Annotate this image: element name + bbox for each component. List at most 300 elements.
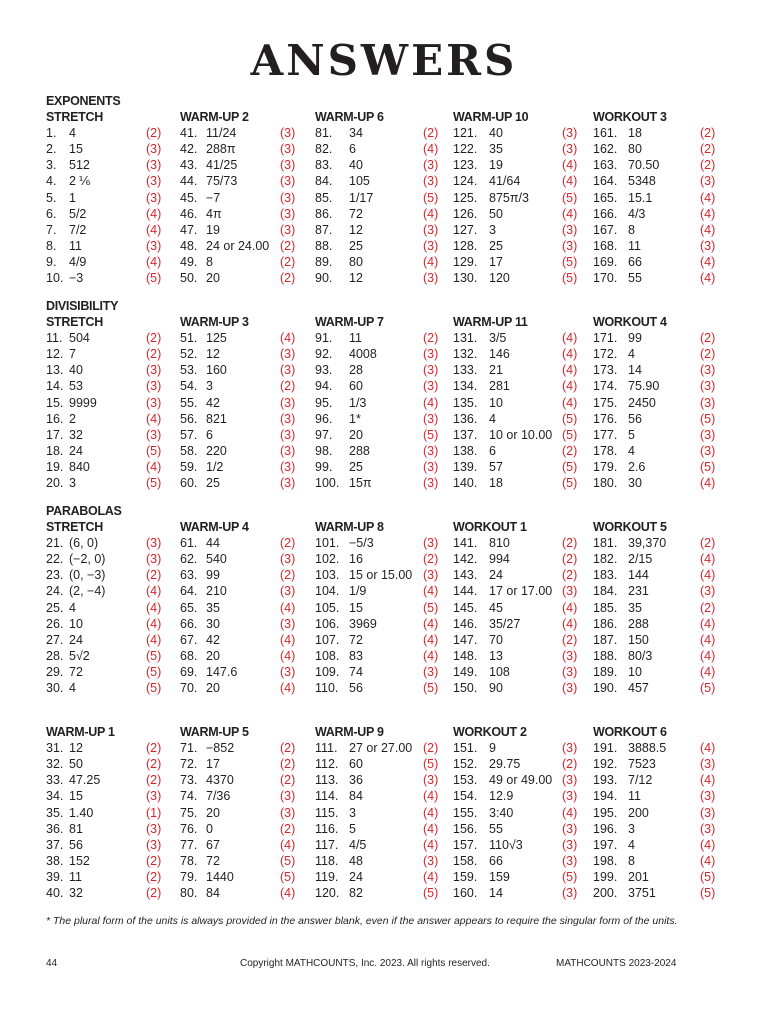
answer-value: 15 or 15.00: [349, 568, 413, 583]
answer-value: 4370: [206, 773, 234, 788]
difficulty-rating: (5): [700, 870, 716, 885]
problem-number: 36.: [46, 821, 64, 836]
answer-list: [180, 330, 320, 491]
difficulty-rating: (4): [423, 206, 439, 221]
difficulty-rating: (3): [700, 363, 716, 378]
problem-number: 160.: [453, 886, 478, 901]
problem-number: 145.: [453, 600, 478, 615]
answer-section: [315, 709, 455, 901]
answer-value: 15: [349, 600, 363, 615]
answer-value: 84: [349, 789, 363, 804]
difficulty-rating: (3): [423, 853, 439, 868]
answer-row: [453, 222, 593, 238]
section-header: [315, 709, 455, 740]
difficulty-rating: (5): [562, 460, 578, 475]
answer-value: 5/2: [69, 206, 87, 221]
answer-value: −852: [206, 741, 235, 755]
section-title: WARM-UP 4: [180, 520, 249, 534]
section-title: WARM-UP 3: [180, 315, 249, 329]
problem-number: 52.: [180, 347, 198, 362]
difficulty-rating: (2): [146, 870, 162, 885]
difficulty-rating: (3): [423, 460, 439, 475]
answer-row: [180, 141, 320, 157]
section-title: STRETCH: [46, 110, 103, 124]
answer-row: [315, 648, 455, 664]
difficulty-rating: (4): [423, 870, 439, 885]
answer-row: [315, 885, 455, 901]
section-header: [315, 94, 455, 125]
problem-number: 57.: [180, 427, 198, 442]
answer-row: [315, 616, 455, 632]
difficulty-rating: (3): [280, 222, 296, 237]
answer-row: [180, 427, 320, 443]
answer-value: 25: [349, 460, 363, 475]
difficulty-rating: (4): [562, 616, 578, 631]
answer-value: 35/27: [489, 616, 521, 631]
answer-row: [453, 475, 593, 491]
answer-row: [46, 853, 186, 869]
answer-row: [453, 125, 593, 141]
problem-number: 56.: [180, 411, 198, 426]
answer-value: 60: [349, 757, 363, 772]
answer-row: [593, 551, 733, 567]
answer-value: 44: [206, 536, 220, 550]
problem-number: 66.: [180, 616, 198, 631]
problem-number: 68.: [180, 648, 198, 663]
difficulty-rating: (3): [562, 142, 578, 157]
problem-number: 107.: [315, 632, 340, 647]
answer-row: [593, 330, 733, 346]
difficulty-rating: (5): [562, 255, 578, 270]
answer-list: [180, 535, 320, 696]
problem-number: 72.: [180, 757, 198, 772]
difficulty-rating: (3): [700, 757, 716, 772]
answer-row: [180, 238, 320, 254]
problem-number: 24.: [46, 584, 64, 599]
problem-number: 191.: [593, 741, 618, 755]
copyright-notice: Copyright MATHCOUNTS, Inc. 2023. All rights reserved.: [240, 958, 490, 969]
answer-row: [593, 254, 733, 270]
answer-value: 457: [628, 681, 649, 696]
answer-row: [46, 567, 186, 583]
difficulty-rating: (5): [146, 681, 162, 696]
difficulty-rating: (4): [280, 837, 296, 852]
answer-row: [46, 141, 186, 157]
difficulty-rating: (4): [562, 158, 578, 173]
difficulty-rating: (3): [146, 158, 162, 173]
problem-number: 35.: [46, 805, 64, 820]
answer-value: −7: [206, 190, 221, 205]
difficulty-rating: (2): [146, 886, 162, 901]
answer-row: [453, 427, 593, 443]
difficulty-rating: (4): [700, 632, 716, 647]
difficulty-rating: (5): [562, 411, 578, 426]
answer-row: [315, 567, 455, 583]
problem-number: 147.: [453, 632, 478, 647]
answer-row: [315, 664, 455, 680]
difficulty-rating: (5): [562, 271, 578, 286]
answer-value: 4008: [349, 347, 377, 362]
difficulty-rating: (4): [423, 616, 439, 631]
difficulty-rating: (3): [280, 190, 296, 205]
answer-row: [180, 443, 320, 459]
answer-row: [180, 632, 320, 648]
answer-row: [453, 600, 593, 616]
problem-number: 75.: [180, 805, 198, 820]
answer-section: [180, 299, 320, 491]
answer-value: 41/64: [489, 174, 521, 189]
difficulty-rating: (2): [562, 443, 578, 458]
answer-row: [453, 443, 593, 459]
answer-row: [453, 330, 593, 346]
difficulty-rating: (3): [280, 126, 296, 140]
problem-number: 73.: [180, 773, 198, 788]
answer-row: [46, 837, 186, 853]
answer-row: [315, 772, 455, 788]
problem-number: 199.: [593, 870, 618, 885]
section-title: STRETCH: [46, 520, 103, 534]
answer-row: [315, 238, 455, 254]
answer-value: 875π/3: [489, 190, 529, 205]
section-header: [593, 94, 733, 125]
difficulty-rating: (5): [146, 665, 162, 680]
answer-row: [46, 772, 186, 788]
answer-row: [46, 395, 186, 411]
answer-row: [46, 238, 186, 254]
answer-row: [315, 740, 455, 756]
answer-value: 56: [349, 681, 363, 696]
problem-number: 58.: [180, 443, 198, 458]
answer-list: [315, 330, 455, 491]
answer-value: 21: [489, 363, 503, 378]
answer-value: 40: [489, 126, 503, 140]
answer-section: [46, 299, 186, 491]
difficulty-rating: (4): [562, 600, 578, 615]
answer-list: [593, 535, 733, 696]
answer-row: [593, 141, 733, 157]
problem-number: 185.: [593, 600, 618, 615]
answer-row: [180, 616, 320, 632]
difficulty-rating: (3): [700, 443, 716, 458]
difficulty-rating: (3): [562, 648, 578, 663]
answer-row: [180, 551, 320, 567]
answer-value: 60: [349, 379, 363, 394]
answer-value: 83: [349, 648, 363, 663]
answer-value: 6: [489, 443, 496, 458]
answer-value: 99: [206, 568, 220, 583]
difficulty-rating: (3): [423, 773, 439, 788]
answer-value: 2450: [628, 395, 656, 410]
problem-number: 87.: [315, 222, 333, 237]
problem-number: 188.: [593, 648, 618, 663]
problem-number: 164.: [593, 174, 618, 189]
answer-row: [46, 459, 186, 475]
answer-row: [180, 600, 320, 616]
answer-value: 80/3: [628, 648, 653, 663]
section-title: WARM-UP 6: [315, 110, 384, 124]
answer-value: 4: [69, 681, 76, 696]
problem-number: 104.: [315, 584, 340, 599]
problem-number: 189.: [593, 665, 618, 680]
problem-number: 91.: [315, 331, 333, 345]
answer-row: [453, 648, 593, 664]
problem-number: 100.: [315, 476, 340, 491]
problem-number: 25.: [46, 600, 64, 615]
problem-number: 74.: [180, 789, 198, 804]
answer-row: [453, 395, 593, 411]
problem-number: 78.: [180, 853, 198, 868]
problem-number: 110.: [315, 681, 339, 696]
problem-number: 156.: [453, 821, 478, 836]
difficulty-rating: (4): [423, 584, 439, 599]
difficulty-rating: (3): [423, 568, 439, 583]
answer-value: 4: [628, 837, 635, 852]
answer-value: 1/9: [349, 584, 367, 599]
answer-row: [453, 664, 593, 680]
answer-section: [593, 709, 733, 901]
answer-value: 35: [489, 142, 503, 157]
answer-row: [180, 190, 320, 206]
problem-number: 62.: [180, 552, 198, 567]
answer-row: [46, 600, 186, 616]
answer-row: [180, 756, 320, 772]
problem-number: 108.: [315, 648, 340, 663]
section-header: [593, 299, 733, 330]
answer-row: [315, 535, 455, 551]
difficulty-rating: (3): [146, 837, 162, 852]
answer-value: 8: [628, 853, 635, 868]
answer-value: 150: [628, 632, 649, 647]
answer-section: [453, 299, 593, 491]
problem-number: 163.: [593, 158, 618, 173]
problem-number: 49.: [180, 255, 198, 270]
answer-row: [453, 772, 593, 788]
difficulty-rating: (4): [700, 255, 716, 270]
problem-number: 144.: [453, 584, 478, 599]
answer-value: 32: [69, 886, 83, 901]
answer-value: 20: [206, 805, 220, 820]
answer-row: [593, 583, 733, 599]
answer-row: [453, 740, 593, 756]
problem-number: 95.: [315, 395, 333, 410]
answer-value: 24: [489, 568, 503, 583]
problem-number: 182.: [593, 552, 618, 567]
difficulty-rating: (5): [423, 190, 439, 205]
answer-row: [315, 190, 455, 206]
problem-number: 125.: [453, 190, 478, 205]
difficulty-rating: (3): [423, 222, 439, 237]
problem-number: 42.: [180, 142, 198, 157]
problem-number: 39.: [46, 870, 64, 885]
answer-list: [453, 330, 593, 491]
answer-value: 39,370: [628, 536, 667, 550]
answer-row: [453, 583, 593, 599]
difficulty-rating: (2): [700, 158, 716, 173]
answer-row: [453, 411, 593, 427]
difficulty-rating: (4): [280, 331, 296, 345]
answer-row: [315, 805, 455, 821]
problem-number: 132.: [453, 347, 478, 362]
difficulty-rating: (2): [700, 347, 716, 362]
difficulty-rating: (3): [700, 238, 716, 253]
answer-value: 110√3: [489, 837, 523, 852]
answer-section: [315, 504, 455, 696]
answer-row: [593, 206, 733, 222]
answer-value: 12: [349, 271, 363, 286]
answer-row: [453, 567, 593, 583]
answer-value: 152: [69, 853, 90, 868]
answer-row: [46, 885, 186, 901]
answer-value: 20: [206, 681, 220, 696]
difficulty-rating: (3): [146, 821, 162, 836]
answer-row: [315, 788, 455, 804]
problem-number: 124.: [453, 174, 478, 189]
answer-value: 66: [489, 853, 503, 868]
answer-row: [180, 270, 320, 286]
difficulty-rating: (3): [280, 789, 296, 804]
answer-row: [593, 190, 733, 206]
answer-row: [180, 648, 320, 664]
answer-value: 56: [628, 411, 642, 426]
difficulty-rating: (3): [423, 476, 439, 491]
answer-value: 35: [628, 600, 642, 615]
answer-value: 25: [206, 476, 220, 491]
problem-number: 151.: [453, 741, 478, 755]
difficulty-rating: (4): [280, 681, 296, 696]
answer-value: 42: [206, 395, 220, 410]
problem-number: 96.: [315, 411, 333, 426]
answer-list: [453, 740, 593, 901]
problem-number: 26.: [46, 616, 64, 631]
answer-row: [315, 427, 455, 443]
answer-row: [593, 346, 733, 362]
answer-value: 57: [489, 460, 503, 475]
difficulty-rating: (5): [146, 648, 162, 663]
answer-row: [46, 443, 186, 459]
problem-number: 131.: [453, 331, 478, 345]
section-header: [453, 94, 593, 125]
answer-list: [180, 740, 320, 901]
problem-number: 20.: [46, 476, 64, 491]
answer-value: 75.90: [628, 379, 660, 394]
section-header: [453, 299, 593, 330]
difficulty-rating: (4): [700, 271, 716, 286]
answer-value: 19: [206, 222, 220, 237]
difficulty-rating: (4): [146, 584, 162, 599]
difficulty-rating: (2): [146, 741, 162, 755]
problem-number: 6.: [46, 206, 57, 221]
difficulty-rating: (5): [280, 853, 296, 868]
answer-value: 8: [206, 255, 213, 270]
problem-number: 99.: [315, 460, 333, 475]
difficulty-rating: (4): [280, 648, 296, 663]
answer-row: [453, 788, 593, 804]
difficulty-rating: (4): [700, 837, 716, 852]
difficulty-rating: (4): [146, 460, 162, 475]
answer-value: 19: [489, 158, 503, 173]
answer-row: [46, 616, 186, 632]
difficulty-rating: (3): [562, 741, 578, 755]
answer-value: 540: [206, 552, 227, 567]
difficulty-rating: (4): [562, 331, 578, 345]
answer-row: [180, 535, 320, 551]
answer-row: [593, 427, 733, 443]
answer-value: 1/17: [349, 190, 374, 205]
answer-row: [46, 805, 186, 821]
difficulty-rating: (5): [700, 681, 716, 696]
difficulty-rating: (3): [423, 379, 439, 394]
answer-list: [593, 330, 733, 491]
difficulty-rating: (2): [562, 552, 578, 567]
problem-number: 55.: [180, 395, 198, 410]
answer-row: [180, 583, 320, 599]
answer-value: 5: [349, 821, 356, 836]
answer-row: [180, 772, 320, 788]
problem-number: 192.: [593, 757, 618, 772]
answer-row: [46, 427, 186, 443]
problem-number: 54.: [180, 379, 198, 394]
difficulty-rating: (3): [562, 681, 578, 696]
answer-row: [593, 664, 733, 680]
answer-value: 47.25: [69, 773, 101, 788]
answer-value: 3: [206, 379, 213, 394]
difficulty-rating: (4): [423, 837, 439, 852]
answer-value: 17: [206, 757, 220, 772]
difficulty-rating: (5): [146, 271, 162, 286]
difficulty-rating: (3): [146, 142, 162, 157]
answer-row: [180, 837, 320, 853]
difficulty-rating: (4): [700, 552, 716, 567]
answer-row: [46, 664, 186, 680]
answer-row: [46, 475, 186, 491]
answer-value: 1: [69, 190, 76, 205]
answer-row: [46, 821, 186, 837]
answer-value: 16: [349, 552, 363, 567]
answer-row: [180, 206, 320, 222]
difficulty-rating: (3): [562, 584, 578, 599]
answer-value: 72: [349, 206, 363, 221]
answer-row: [593, 459, 733, 475]
difficulty-rating: (5): [700, 460, 716, 475]
problem-number: 14.: [46, 379, 64, 394]
difficulty-rating: (2): [280, 536, 296, 550]
problem-number: 51.: [180, 331, 198, 345]
difficulty-rating: (4): [562, 206, 578, 221]
problem-number: 186.: [593, 616, 618, 631]
difficulty-rating: (4): [146, 206, 162, 221]
difficulty-rating: (3): [423, 271, 439, 286]
answer-row: [593, 411, 733, 427]
answer-value: 4/5: [349, 837, 367, 852]
problem-number: 50.: [180, 271, 198, 286]
difficulty-rating: (3): [146, 363, 162, 378]
problem-number: 175.: [593, 395, 618, 410]
problem-number: 102.: [315, 552, 340, 567]
answer-value: 82: [349, 886, 363, 901]
answer-row: [315, 600, 455, 616]
difficulty-rating: (2): [423, 331, 439, 345]
answer-value: 11: [69, 238, 82, 253]
problem-number: 168.: [593, 238, 618, 253]
problem-number: 181.: [593, 536, 618, 550]
problem-number: 172.: [593, 347, 618, 362]
answer-value: 24 or 24.00: [206, 238, 270, 253]
difficulty-rating: (3): [280, 174, 296, 189]
answer-value: 10 or 10.00: [489, 427, 553, 442]
answer-value: 17 or 17.00: [489, 584, 553, 599]
difficulty-rating: (4): [146, 222, 162, 237]
problem-number: 109.: [315, 665, 340, 680]
